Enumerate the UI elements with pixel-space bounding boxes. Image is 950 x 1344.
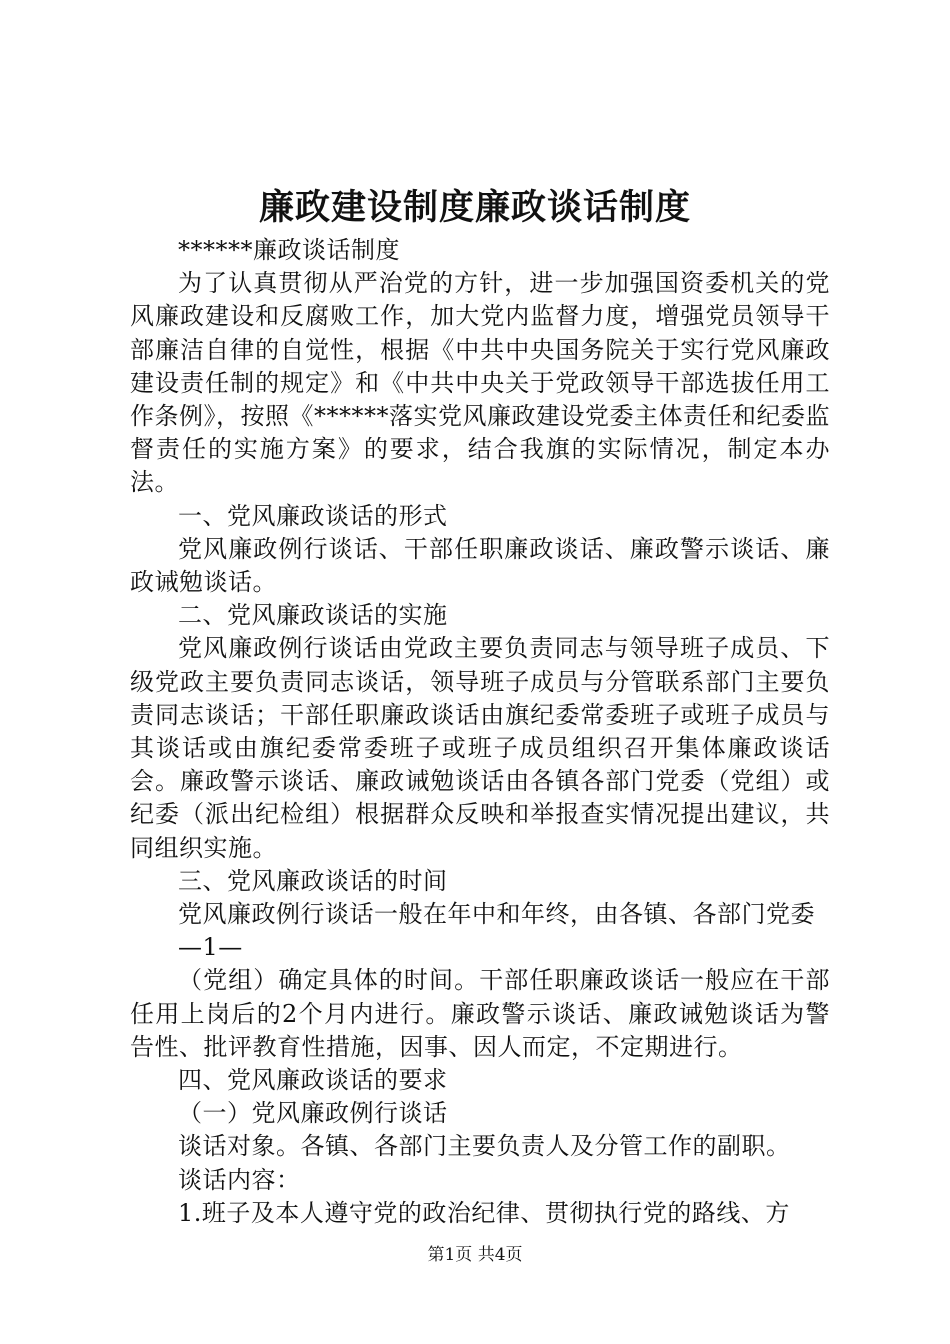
section-heading: 四、党风廉政谈话的要求 <box>178 1066 448 1095</box>
section-heading: 三、党风廉政谈话的时间 <box>178 866 448 895</box>
body-paragraph: 谈话内容： <box>178 1165 301 1194</box>
document-body <box>130 234 830 1230</box>
body-paragraph: 党风廉政例行谈话一般在年中和年终，由各镇、各部门党委 <box>178 900 815 929</box>
section-heading: 一、党风廉政谈话的形式 <box>178 501 448 530</box>
document-title: 廉政建设制度廉政谈话制度 <box>258 187 691 228</box>
section-heading: ******廉政谈话制度 <box>178 236 400 264</box>
body-paragraph: 为了认真贯彻从严治党的方针，进一步加强国资委机关的党风廉政建设和反腐败工作，加大党内监督力度，增强党员领导干部廉洁自律的自觉性，根据《中共中央国务院关于实行党风廉政建设责任制的规定》和《中共中央关于党政领导干部选拔任用工作条例》，按照《******落实党风廉政建设党委主体责任和纪委监督责任的实施方案》的要求，结合我旗的实际情况，制定本办法。 <box>130 269 830 497</box>
list-item: 1.班子及本人遵守党的政治纪律、贯彻执行党的路线、方 <box>178 1198 790 1227</box>
body-paragraph: （党组）确定具体的时间。干部任职廉政谈话一般应在干部任用上岗后的2个月内进行。廉政警示谈话、廉政诫勉谈话为警告性、批评教育性措施，因事、因人而定，不定期进行。 <box>130 966 830 1061</box>
body-paragraph: 党风廉政例行谈话由党政主要负责同志与领导班子成员、下级党政主要负责同志谈话，领导班子成员与分管联系部门主要负责同志谈话；干部任职廉政谈话由旗纪委常委班子或班子成员与其谈话或由旗纪委常委班子或班子成员组织召开集体廉政谈话会。廉政警示谈话、廉政诫勉谈话由各镇各部门党委（党组）或纪委（派出纪检组）根据群众反映和举报查实情况提出建议，共同组织实施。 <box>130 634 830 862</box>
subsection-heading: （一）党风廉政例行谈话 <box>178 1099 448 1128</box>
body-paragraph: 谈话对象。各镇、各部门主要负责人及分管工作的副职。 <box>178 1132 791 1161</box>
body-paragraph: 党风廉政例行谈话、干部任职廉政谈话、廉政警示谈话、廉政诫勉谈话。 <box>130 534 830 597</box>
page-footer: 第1页 共4页 <box>427 1245 523 1265</box>
inline-page-number: —1— <box>178 933 243 962</box>
section-heading: 二、党风廉政谈话的实施 <box>178 601 448 630</box>
